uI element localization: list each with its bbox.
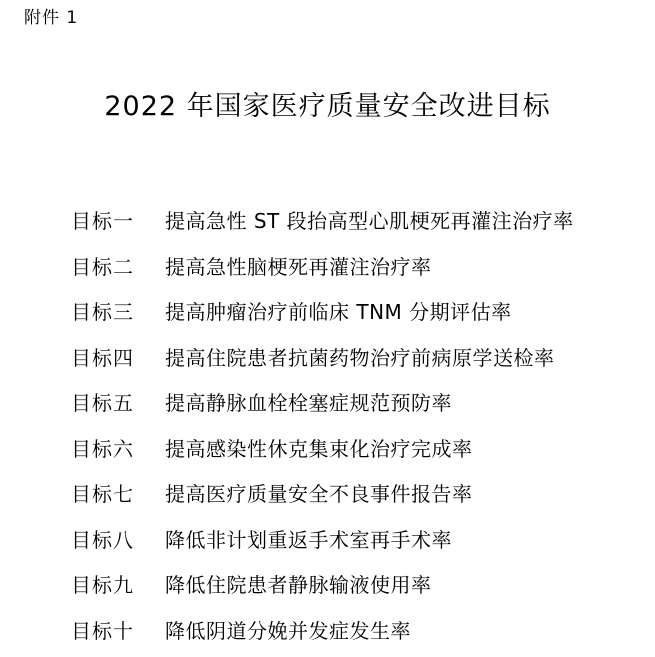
goal-item — [0, 612, 655, 657]
goal-label: 目标五 — [71, 391, 134, 415]
goal-label: 目标二 — [71, 254, 134, 279]
goal-text: 提高静脉血栓栓塞症规范预防率 — [165, 391, 452, 415]
goal-text: 提高肿瘤治疗前临床 TNM 分期评估率 — [165, 300, 512, 324]
goal-item — [0, 339, 655, 385]
goal-text: 降低住院患者静脉输液使用率 — [165, 573, 432, 597]
goal-label: 目标十 — [71, 618, 134, 643]
goal-item — [0, 566, 655, 612]
document-title: 2022 年国家医疗质量安全改进目标 — [104, 91, 551, 122]
goal-text: 降低阴道分娩并发症发生率 — [165, 618, 411, 643]
goal-label: 目标一 — [71, 209, 134, 233]
goal-text: 降低非计划重返手术室再手术率 — [165, 527, 452, 552]
goal-item — [0, 248, 655, 294]
goal-label: 目标七 — [71, 482, 134, 506]
goal-item — [0, 293, 655, 339]
goal-item — [0, 521, 655, 567]
goal-item — [0, 430, 655, 476]
attachment-label: 附件 1 — [24, 8, 79, 28]
goal-item — [0, 384, 655, 430]
goal-label: 目标四 — [71, 345, 134, 370]
goal-label: 目标三 — [71, 300, 134, 324]
goal-text: 提高住院患者抗菌药物治疗前病原学送检率 — [165, 345, 555, 370]
goal-item — [0, 202, 655, 248]
goal-text: 提高感染性休克集束化治疗完成率 — [165, 436, 473, 461]
goals-list — [0, 202, 655, 657]
goal-text: 提高医疗质量安全不良事件报告率 — [165, 482, 473, 506]
goal-text: 提高急性脑梗死再灌注治疗率 — [165, 254, 432, 279]
goal-label: 目标九 — [71, 573, 134, 597]
goal-item — [0, 475, 655, 521]
goal-label: 目标六 — [71, 436, 134, 461]
goal-label: 目标八 — [71, 527, 134, 552]
goal-text: 提高急性 ST 段抬高型心肌梗死再灌注治疗率 — [165, 209, 574, 233]
